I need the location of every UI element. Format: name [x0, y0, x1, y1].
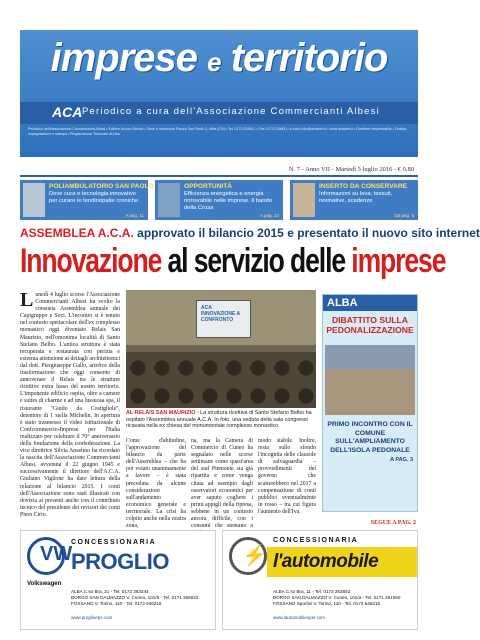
- teaser-inserto[interactable]: [290, 180, 418, 220]
- alba-box[interactable]: [322, 294, 418, 512]
- teaser-thumbnail: [293, 183, 315, 217]
- article-column-2: Come d'abitudine, l'approvazione del bilancio da parte dell'Assemblea – che ha poi votato unanimamente a favore – è stata preceduta da alcune considerazioni sull'andamento economico generale e territoriale. La crisi ha colpito anche nella nostra zona,: [126, 438, 186, 530]
- teaser-page: A pag. 11: [125, 213, 144, 218]
- dealer-website[interactable]: www.lautomobileopel.com: [273, 615, 326, 620]
- dropcap: L: [20, 289, 34, 311]
- strap-rest: approvato il bilancio 2015 e presentato il nuovo sito internet: [137, 226, 480, 240]
- photo-audience: [126, 352, 316, 408]
- photo-screen: [196, 300, 251, 338]
- caption-text: - La struttura ricettiva di Santo Stefano Belbo ha ospitato l'Assemblea annuale A.C.A. In foto, una veduta della sala congressi ricavata nella ex chiesa del monumentale complesso monastico: [126, 410, 312, 430]
- teaser-page: A pag. 10: [259, 213, 279, 218]
- alba-header: ALBA: [323, 295, 417, 311]
- teaser-thumbnail: [23, 183, 45, 217]
- issue-line: N. 7 - Anno VII - Martedì 5 luglio 2016 - € 0,80: [288, 166, 414, 173]
- continued-link[interactable]: SEGUE A PAG. 2: [370, 520, 416, 526]
- ad-label: CONCESSIONARIA: [273, 537, 359, 544]
- article-photo: [126, 290, 316, 408]
- brand-name: Volkswagen: [27, 581, 62, 587]
- aca-logo: ACA: [52, 104, 83, 120]
- teaser-opportunita[interactable]: [155, 180, 283, 220]
- headline-word-1: Innovazione: [20, 242, 162, 280]
- teaser-text: Dove cura e tecnologia innovative per curare le tendinopatie croniche: [49, 191, 139, 204]
- volkswagen-logo-icon: [27, 537, 73, 575]
- headline-word-3: imprese: [351, 242, 446, 280]
- ad-proglio[interactable]: [20, 530, 216, 630]
- alba-title: DIBATTITO SULLA PEDONALIZZAZIONE: [326, 315, 414, 335]
- article-text-1: unedì 4 luglio scorso l'Associazione Commercianti Albesi ha svolto la consueta Assemblea annuale dei Capigruppo e Soci. L'incontro si è tenuto nel contesto spettacolare dell'ex complesso monastico oggi diventato Relais San Maurizio, nell'omonima località di Santo Stefano Belbo. L'antica struttura è stata recuperata e restaurata con perizia e estrema attenzione ai dettagli architettonici dal dott. Piergiuseppe Gallo, artefice della trasformazione che oggi consente di annoverare il Relais tra le strutture ricettive extra lusso del nostro territorio. L'imponente edificio ospita, oltre a camere e suites di charme e ad una lussuosa spa, il ristorante "Guido da Costigliole", detentore di 1 stella Michelin. In apertura è stato trasmesso il video istituzionale di Confcommercio-Imprese per l'Italia realizzato per celebrare il 70° anniversario della fondazione della confederazione. La vice direttrice Silvia Anselmo ha ricordato la nascita dell'Associazione Commercianti Albesi, avvenuta il 22 giugno 1945 e successivamente il direttore dell'A.C.A. Giuliano Viglione ha dato lettura della relazione al bilancio 2015. I conti dell'Associazione sono stati illustrati con dovizia ai presenti anche con il contributo tecnico del presidente dei revisori dei conti Piero Cirio.: [20, 292, 120, 518]
- alba-photo: [325, 345, 415, 415]
- logo-mark: ⚡: [242, 545, 267, 567]
- opel-logo-icon: [229, 537, 267, 575]
- dealer-website[interactable]: www.proglioeps.com: [71, 615, 113, 620]
- top-rule: [20, 175, 418, 177]
- alba-subtitle: PRIMO INCONTRO CON IL COMUNE SULL'AMPLIAMENTO DELL'ISOLA PEDONALE: [327, 421, 413, 454]
- article-headline: [20, 242, 446, 280]
- masthead-band: [20, 102, 418, 124]
- dealer-name: l'automobile: [273, 551, 379, 572]
- teaser-text: Informazioni su leva, tessuti, normative, scadenze: [319, 191, 393, 204]
- strap-red: ASSEMBLEA A.C.A.: [20, 226, 134, 240]
- dealer-addresses: ALBA C.so Bra, 11 - Tel. 0173 282853 BORGO SAN DALMAZZO V. Cuneo, 101/a - Tel. 0171 261650 FOSSANO Sportivi V. Torino, 110 - Tel. 0172 646216: [273, 589, 401, 606]
- teaser-thumbnail: [158, 183, 180, 217]
- masthead-title: imprese e territorio: [50, 36, 388, 80]
- masthead-imprint: Periodico dell'Associazione Commercianti Albesi • Editore Ascom Servizi • Sede e redazione Piazza San Paolo 3, Alba (CN) • Tel. 0173 226611 • Fax 0173 226800 • e-mail: info@acaweb.it • www.acaweb.it • Direttore responsabile • Grafica, impaginazione e stampa • Registrazione Tribunale di Alba: [28, 127, 408, 136]
- dealer-name: PROGLIO: [71, 549, 169, 574]
- screen-logo: ACA: [201, 305, 212, 311]
- logo-mark: VW: [40, 543, 73, 565]
- caption-red: AL RELAIS SAN MAURIZIO: [126, 410, 196, 416]
- teaser-title: POLIAMBULATORIO SAN PAOLO: [49, 183, 154, 190]
- article-column-4: modo stabile. Inoltre, resta sullo sfondo l'incognita delle clausole di salvaguardia – provvedimenti del governo che scatterebbero nel 2017 a compensazione di conti pubblici eventualmente in rosso – tra cui figura l'aumento dell'Iva.: [258, 438, 316, 515]
- screen-text: INNOVAZIONE A CONFRONTO: [201, 311, 240, 323]
- masthead: [20, 30, 418, 157]
- teaser-page: Da pag. 5: [394, 213, 414, 218]
- headline-word-2: al servizio delle: [167, 242, 346, 280]
- dealer-addresses: ALBA C.so Bra, 21 - Tel. 0173 363344 BORGO SAN DALMAZZO V. Cuneo, 101/b - Tel. 0171 268022 FOSSANO V. Torino, 110 - Tel. 0172 646216: [71, 589, 199, 606]
- teaser-title: OPPORTUNITÀ: [184, 183, 232, 190]
- teaser-poliambulatorio[interactable]: [20, 180, 154, 220]
- article-column-3: na, ma la Camera di Commercio di Cuneo ha segnalato nelle scorse settimane come quest'area del sud Piemonte sia già ripartita e come venga citata ad esempio dagli osservatori economici per aver saputo cogliere i primi appigli della ripresa, sebbene in un contesto ancora difficile, con i consumi che stentano a: [191, 438, 253, 530]
- masthead-subtitle: Periodico a cura dell'Associazione Commercianti Albesi: [82, 106, 380, 117]
- teaser-title: INSERTO DA CONSERVARE: [319, 183, 408, 190]
- alba-page-ref: A PAG. 3: [390, 457, 413, 463]
- ad-label: CONCESSIONARIA: [71, 539, 157, 546]
- article-strap: [20, 226, 480, 240]
- photo-caption: [126, 410, 316, 430]
- article-column-1: [20, 289, 120, 542]
- ad-lautomobile[interactable]: [222, 530, 418, 630]
- teaser-text: Efficienza energetica e energia rinnovabile nelle imprese. Il bando della Crosa: [184, 191, 272, 211]
